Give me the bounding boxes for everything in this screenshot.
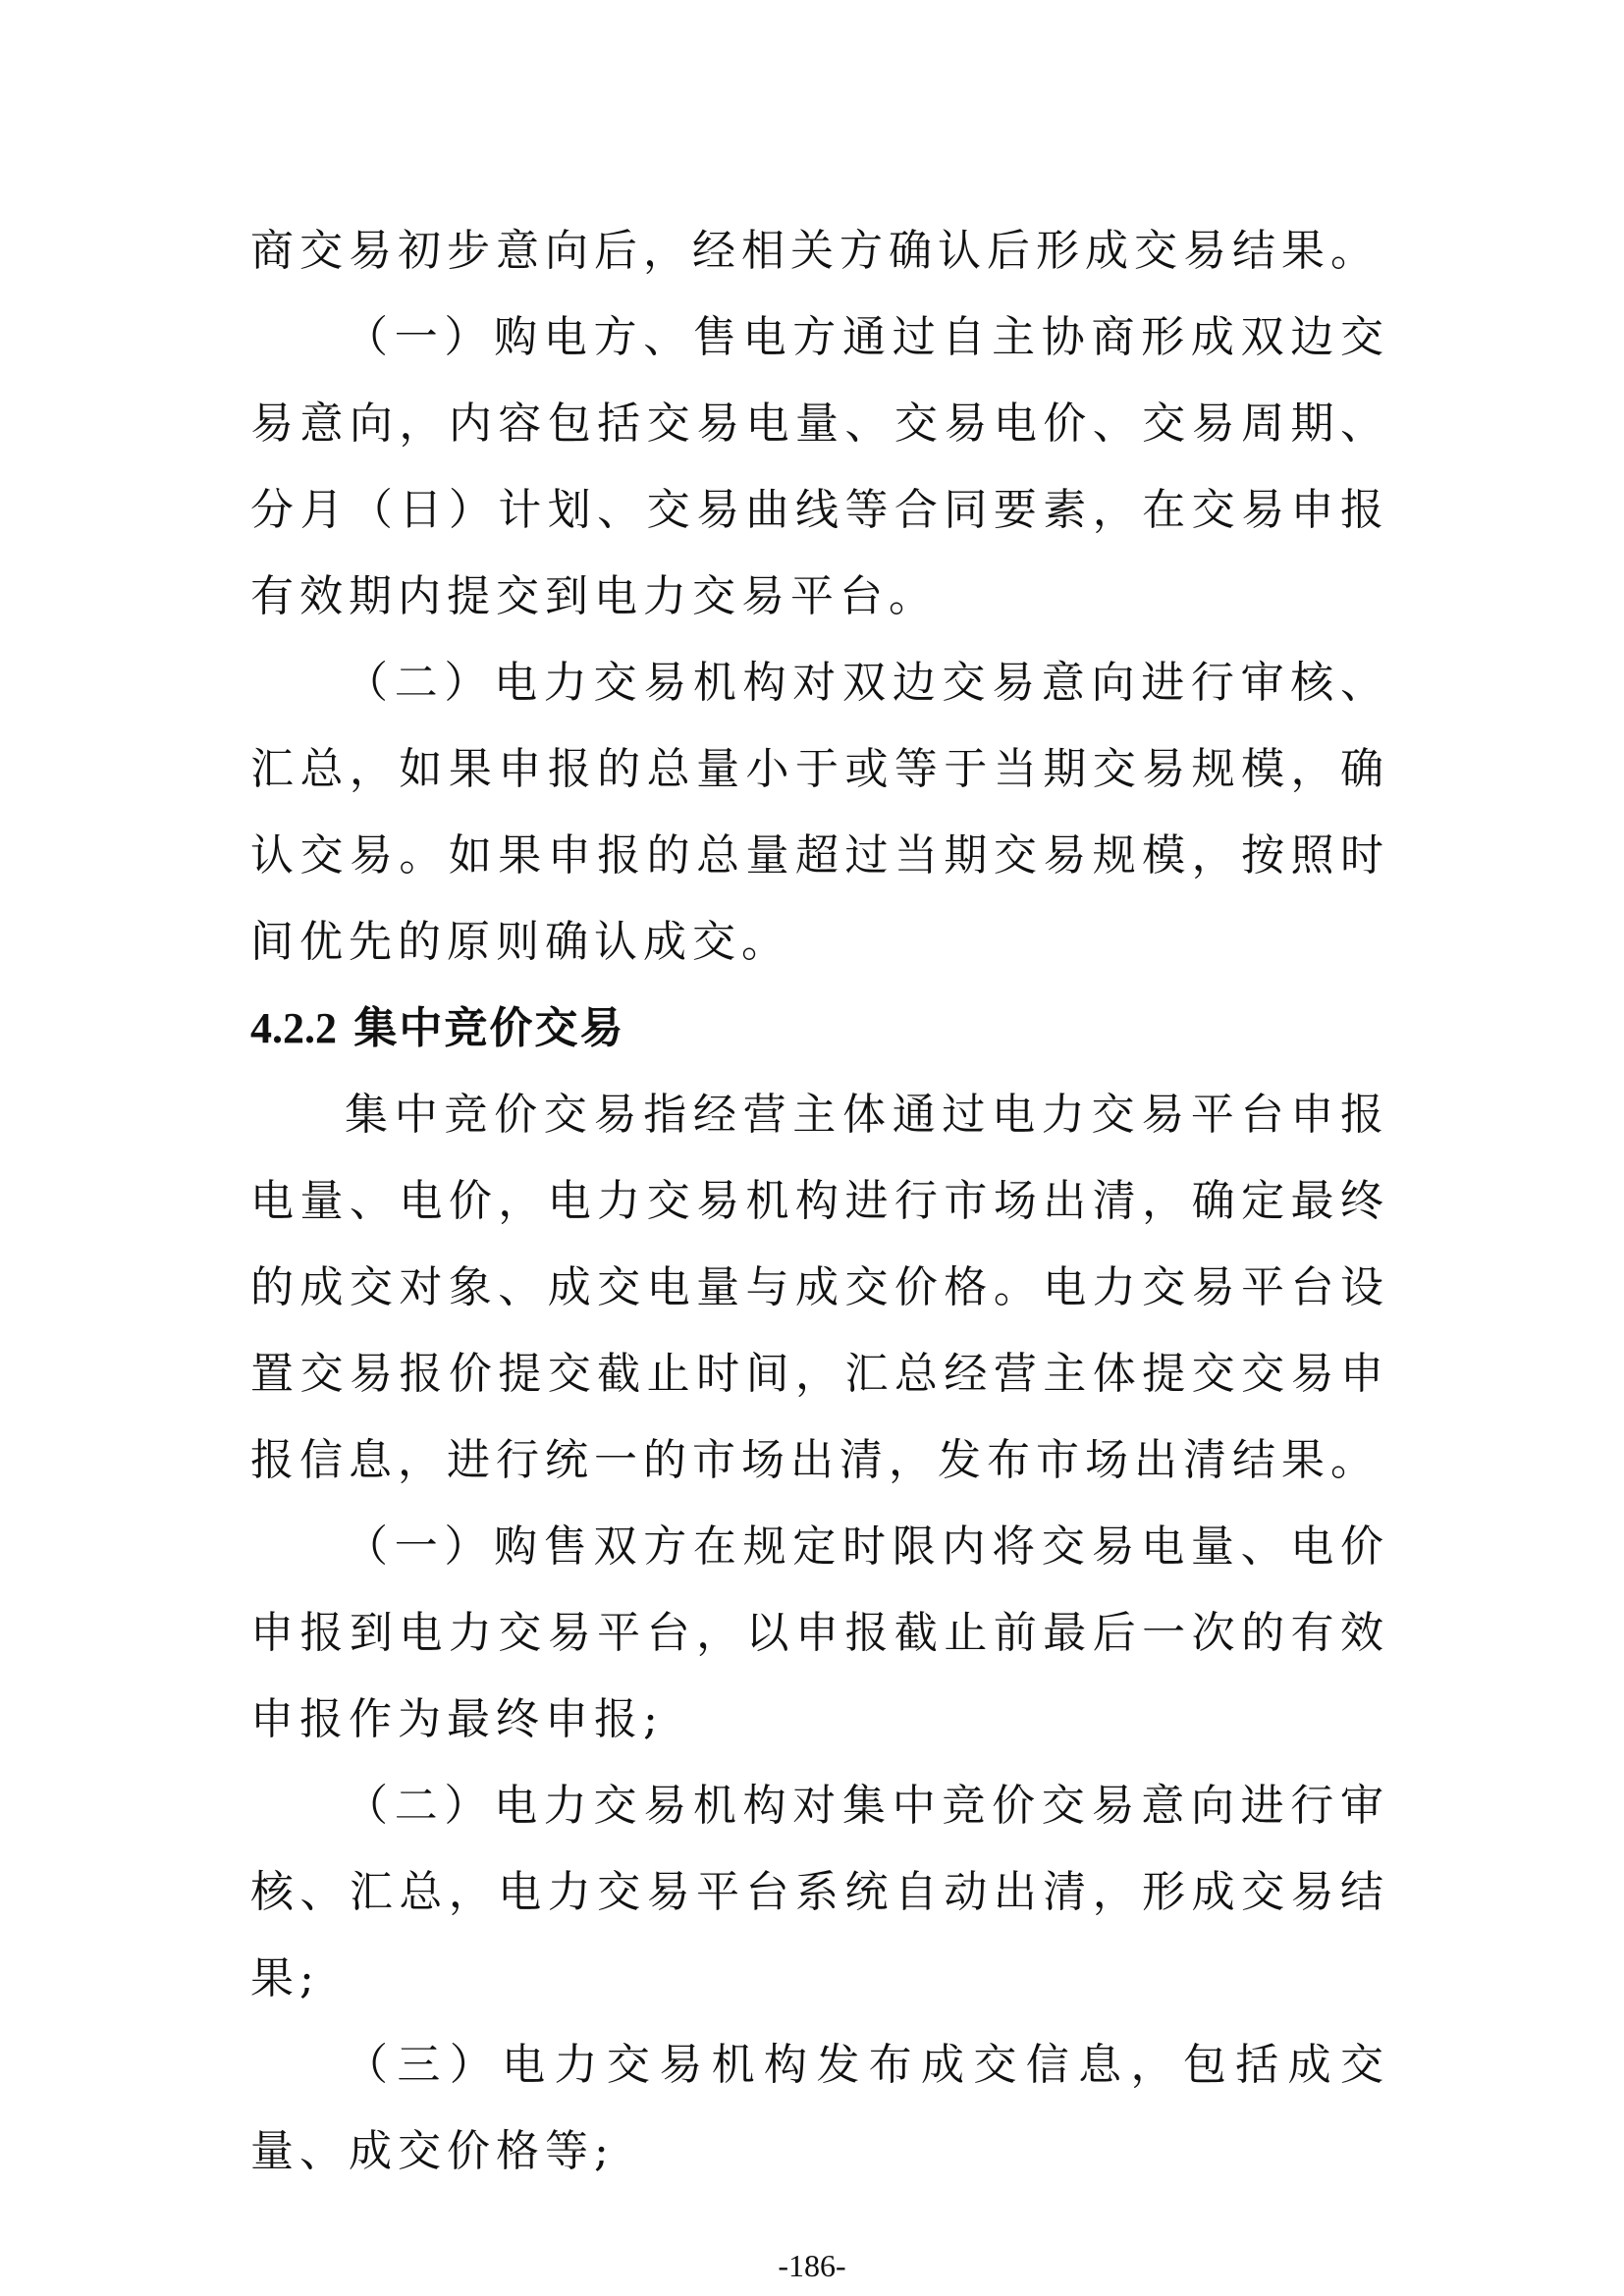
paragraph-centralized-step-3: （三）电力交易机构发布成交信息，包括成交量、成交价格等; — [250, 2040, 1389, 2176]
paragraph-bilateral-review: （二）电力交易机构对双边交易意向进行审核、汇总，如果申报的总量小于或等于当期交易规模，确认交易。如果申报的总量超过当期交易规模，按照时间优先的原则确认成交。 — [250, 658, 1389, 967]
section-number: 4.2.2 — [250, 1004, 337, 1052]
paragraph-centralized-step-1: （一）购售双方在规定时限内将交易电量、电价申报到电力交易平台，以申报截止前最后一次的有效申报作为最终申报; — [250, 1522, 1389, 1744]
paragraph-bilateral-intent: （一）购电方、售电方通过自主协商形成双边交易意向，内容包括交易电量、交易电价、交易周期、分月（日）计划、交易曲线等合同要素，在交易申报有效期内提交到电力交易平台。 — [250, 312, 1389, 621]
paragraph-centralized-definition: 集中竞价交易指经营主体通过电力交易平台申报电量、电价，电力交易机构进行市场出清，确定最终的成交对象、成交电量与成交价格。电力交易平台设置交易报价提交截止时间，汇总经营主体提交交易申报信息，进行统一的市场出清，发布市场出清结果。 — [250, 1090, 1389, 1485]
section-title: 集中竞价交易 — [353, 1003, 625, 1053]
paragraph-continued: 商交易初步意向后，经相关方确认后形成交易结果。 — [250, 226, 1380, 276]
page-content — [250, 208, 1389, 2195]
page-number: -186- — [778, 2248, 846, 2283]
paragraph-centralized-step-2: （二）电力交易机构对集中竞价交易意向进行审核、汇总，电力交易平台系统自动出清，形成交易结果; — [250, 1781, 1389, 2003]
section-heading — [250, 986, 1389, 1072]
